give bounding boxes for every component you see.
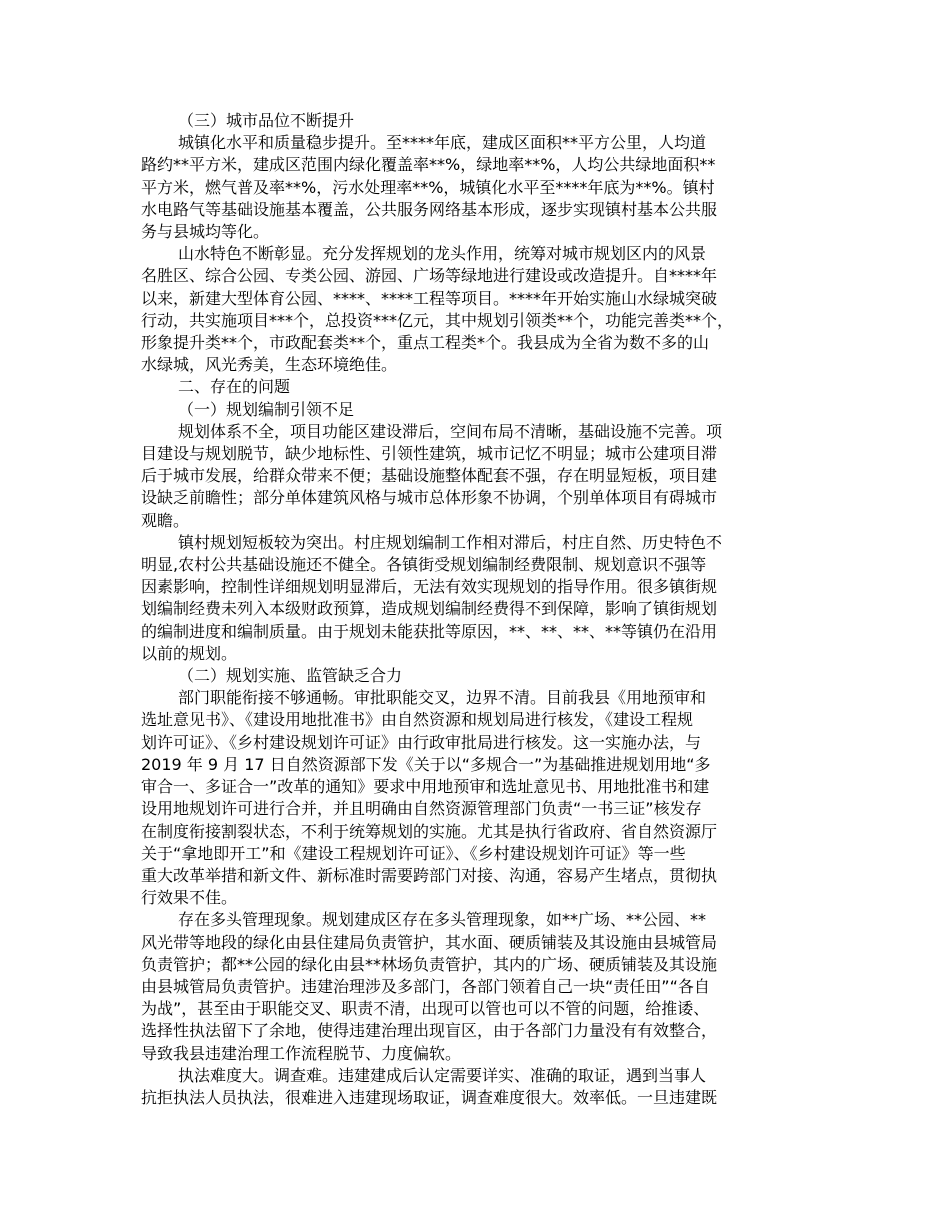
text-line: 由县城管局负责管护。违建治理涉及多部门，各部门领着自己一块“责任田”“各自 bbox=[141, 976, 710, 996]
section-heading bbox=[141, 665, 831, 687]
paragraph bbox=[141, 421, 831, 532]
text-line: 划许可证》、《乡村建设规划许可证》由行政审批局进行核发。这一实施办法，与 bbox=[141, 732, 702, 752]
text-line: 二、存在的问题 bbox=[178, 377, 291, 397]
text-line: 划编制经费未列入本级财政预算，造成规划编制经费得不到保障，影响了镇街规划 bbox=[141, 599, 718, 619]
text-line: 风光带等地段的绿化由县住建局负责管护，其水面、硬质铺装及其设施由县城管局 bbox=[141, 932, 718, 952]
section-heading bbox=[141, 399, 831, 421]
text-line: 明显,农村公共基础设施还不健全。各镇街受规划编制经费限制、规划意识不强等 bbox=[141, 555, 707, 575]
text-line: 水电路气等基础设施基本覆盖，公共服务网络基本形成，逐步实现镇村基本公共服 bbox=[141, 199, 718, 219]
text-line: 2019 年 9 月 17 日自然资源部下发《关于以“多规合一”为基础推进规划用地“多 bbox=[141, 754, 711, 774]
paragraph bbox=[141, 909, 831, 1064]
text-line: 选择性执法留下了余地，使得违建治理出现盲区，由于各部门力量没有有效整合， bbox=[141, 1021, 718, 1041]
text-line: 执法难度大。调查难。违建建成后认定需要详实、准确的取证，遇到当事人 bbox=[178, 1065, 707, 1085]
text-line: 的编制进度和编制质量。由于规划未能获批等原因，**、**、**、**等镇仍在沿用 bbox=[141, 621, 718, 641]
text-line: 山水特色不断彰显。充分发挥规划的龙头作用，统筹对城市规划区内的风景 bbox=[178, 244, 707, 264]
text-line: 城镇化水平和质量稳步提升。至****年底，建成区面积**平方公里，人均道 bbox=[178, 133, 707, 153]
text-line: 名胜区、综合公园、专类公园、游园、广场等绿地进行建设或改造提升。自****年 bbox=[141, 266, 718, 286]
paragraph bbox=[141, 132, 831, 243]
section-heading bbox=[141, 110, 831, 132]
paragraph bbox=[141, 243, 831, 376]
text-line: 存在多头管理现象。规划建成区存在多头管理现象，如**广场、**公园、** bbox=[178, 910, 707, 930]
text-line: 行动，共实施项目***个，总投资***亿元，其中规划引领类**个，功能完善类**个， bbox=[141, 310, 734, 330]
paragraph bbox=[141, 687, 831, 909]
text-line: 以来，新建大型体育公园、****、****工程等项目。****年开始实施山水绿城突破 bbox=[141, 288, 718, 308]
text-line: 观瞻。 bbox=[141, 510, 190, 530]
paragraph bbox=[141, 532, 831, 665]
text-line: 后于城市发展，给群众带来不便；基础设施整体配套不强，存在明显短板，项目建 bbox=[141, 466, 718, 486]
document-page bbox=[141, 110, 831, 1109]
text-line: 因素影响，控制性详细规划明显滞后，无法有效实现规划的指导作用。很多镇街规 bbox=[141, 577, 718, 597]
paragraph bbox=[141, 1065, 831, 1109]
text-line: 规划体系不全，项目功能区建设滞后，空间布局不清晰，基础设施不完善。项 bbox=[178, 421, 723, 441]
text-line: 抗拒执法人员执法，很难进入违建现场取证，调查难度很大。效率低。一旦违建既 bbox=[141, 1087, 718, 1107]
text-line: 负责管护；都**公园的绿化由县**林场负责管护，其内的广场、硬质铺装及其设施 bbox=[141, 954, 718, 974]
text-line: 路约**平方米，建成区范围内绿化覆盖率**%，绿地率**%，人均公共绿地面积** bbox=[141, 155, 716, 175]
text-line: 选址意见书》、《建设用地批准书》由自然资源和规划局进行核发，《建设工程规 bbox=[141, 710, 694, 730]
text-line: 导致我县违建治理工作流程脱节、力度偏软。 bbox=[141, 1043, 462, 1063]
text-line: 部门职能衔接不够通畅。审批职能交叉，边界不清。目前我县《用地预审和 bbox=[178, 688, 707, 708]
section-heading bbox=[141, 376, 831, 398]
text-line: 水绿城，风光秀美，生态环境绝佳。 bbox=[141, 355, 398, 375]
text-line: 设缺乏前瞻性；部分单体建筑风格与城市总体形象不协调，个别单体项目有碍城市 bbox=[141, 488, 718, 508]
text-line: 设用地规划许可进行合并，并且明确由自然资源管理部门负责“一书三证”核发存 bbox=[141, 799, 702, 819]
text-line: 平方米，燃气普及率**%，污水处理率**%，城镇化水平至****年底为**%。镇村 bbox=[141, 177, 715, 197]
text-line: 目建设与规划脱节，缺少地标性、引领性建筑，城市记忆不明显；城市公建项目滞 bbox=[141, 444, 718, 464]
text-line: 关于“拿地即开工”和《建设工程规划许可证》、《乡村建设规划许可证》等一些 bbox=[141, 843, 686, 863]
text-line: 务与县城均等化。 bbox=[141, 222, 270, 242]
text-line: （三）城市品位不断提升 bbox=[178, 111, 355, 130]
text-line: 在制度衔接割裂状态，不利于统筹规划的实施。尤其是执行省政府、省自然资源厅 bbox=[141, 821, 718, 841]
text-line: （一）规划编制引领不足 bbox=[178, 399, 355, 419]
text-line: 形象提升类**个，市政配套类**个，重点工程类*个。我县成为全省为数不多的山 bbox=[141, 333, 710, 353]
text-line: 以前的规划。 bbox=[141, 643, 238, 663]
text-line: （二）规划实施、监管缺乏合力 bbox=[178, 666, 403, 686]
text-line: 行效果不佳。 bbox=[141, 888, 238, 908]
text-line: 为战”，甚至由于职能交叉、职责不清，出现可以管也可以不管的问题，给推诿、 bbox=[141, 999, 710, 1019]
text-line: 镇村规划短板较为突出。村庄规划编制工作相对滞后，村庄自然、历史特色不 bbox=[178, 532, 723, 552]
text-line: 重大改革举措和新文件、新标准时需要跨部门对接、沟通，容易产生堵点，贯彻执 bbox=[141, 865, 718, 885]
text-line: 审合一、多证合一”改革的通知》要求中用地预审和选址意见书、用地批准书和建 bbox=[141, 777, 710, 797]
